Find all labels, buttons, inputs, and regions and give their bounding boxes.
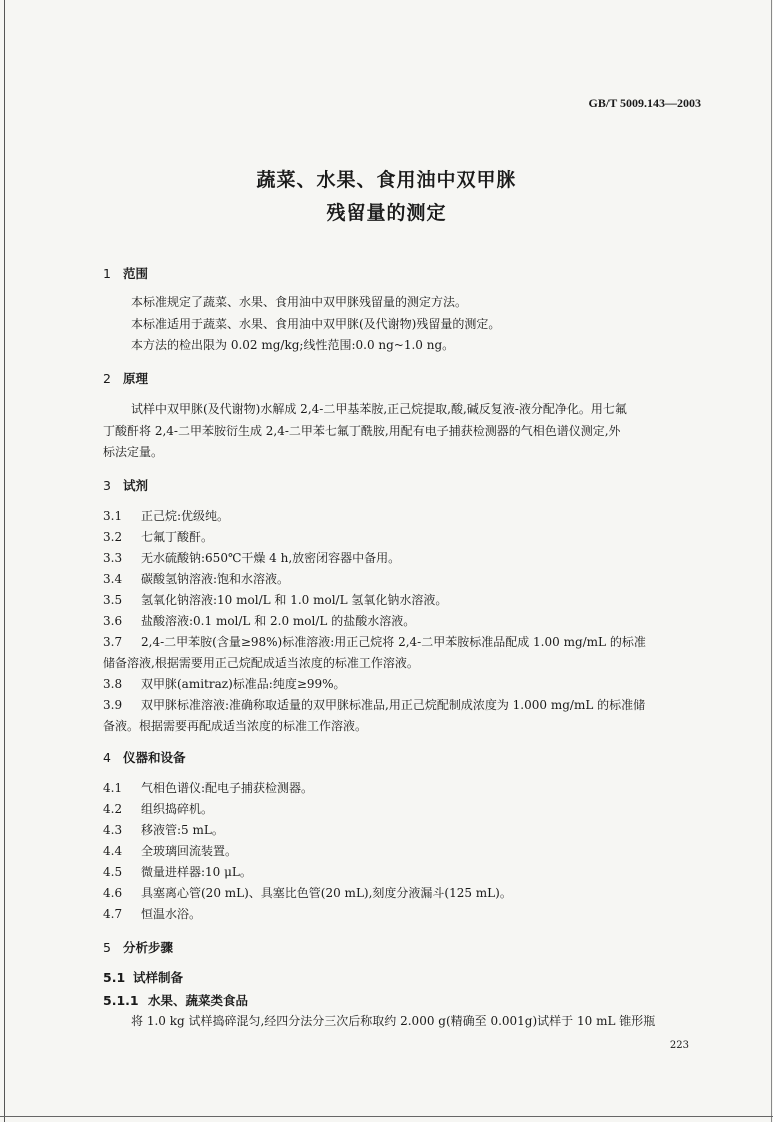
principle-line-1: 试样中双甲脒(及代谢物)水解成 2,4-二甲基苯胺,正己烷提取,酸,碱反复液-液分配净化。用七氟	[131, 402, 627, 416]
section-5-1-heading	[103, 968, 183, 986]
reagent-3-8: 3.8 双甲脒(amitraz)标准品:纯度≥99%。	[103, 677, 346, 691]
section-number: 1	[103, 266, 111, 281]
section-number: 4	[103, 750, 111, 765]
scope-paragraph-2: 本标准适用于蔬菜、水果、食用油中双甲脒(及代谢物)残留量的测定。	[131, 317, 501, 331]
scope-paragraph-1: 本标准规定了蔬菜、水果、食用油中双甲脒残留量的测定方法。	[131, 295, 468, 309]
reagent-3-7-continued: 储备溶液,根据需要用正己烷配成适当浓度的标准工作溶液。	[103, 656, 419, 670]
apparatus-4-2: 4.2 组织捣碎机。	[103, 802, 214, 816]
section-1-heading	[103, 264, 148, 282]
section-4-heading	[103, 748, 186, 766]
reagent-3-9: 3.9 双甲脒标准溶液:准确称取适量的双甲脒标准品,用正己烷配制成浓度为 1.000 mg/mL 的标准储	[103, 698, 646, 712]
reagent-3-1: 3.1 正己烷:优级纯。	[103, 509, 230, 523]
section-5-1-1-heading	[103, 991, 248, 1009]
page-number: 223	[669, 1040, 689, 1051]
standard-code: GB/T 5009.143—2003	[588, 96, 701, 110]
reagent-3-4: 3.4 碳酸氢钠溶液:饱和水溶液。	[103, 572, 290, 586]
title-line-1: 蔬菜、水果、食用油中双甲脒	[256, 169, 517, 191]
section-2-heading	[103, 369, 148, 387]
apparatus-4-4: 4.4 全玻璃回流装置。	[103, 844, 238, 858]
reagent-3-2: 3.2 七氟丁酸酐。	[103, 530, 214, 544]
reagent-3-6: 3.6 盐酸溶液:0.1 mol/L 和 2.0 mol/L 的盐酸水溶液。	[103, 614, 416, 628]
section-number: 5.1	[103, 970, 126, 985]
apparatus-4-5: 4.5 微量进样器:10 μL。	[103, 865, 252, 879]
section-title: 试剂	[123, 478, 149, 493]
scan-edge-bottom	[0, 1116, 773, 1117]
section-3-heading	[103, 476, 148, 494]
section-number: 2	[103, 371, 111, 386]
reagent-3-3: 3.3 无水硫酸钠:650℃干燥 4 h,放密闭容器中备用。	[103, 551, 401, 565]
section-title: 水果、蔬菜类食品	[148, 993, 249, 1008]
reagent-3-5: 3.5 氢氧化钠溶液:10 mol/L 和 1.0 mol/L 氢氧化钠水溶液。	[103, 593, 448, 607]
section-number: 5	[103, 940, 111, 955]
section-title: 试样制备	[133, 970, 184, 985]
section-title: 仪器和设备	[123, 750, 186, 765]
section-title: 原理	[123, 371, 149, 386]
principle-line-2: 丁酸酐将 2,4-二甲苯胺衍生成 2,4-二甲苯七氟丁酰胺,用配有电子捕获检测器的气相色谱仪测定,外	[103, 424, 621, 438]
principle-line-3: 标法定量。	[103, 445, 164, 459]
procedure-text: 将 1.0 kg 试样捣碎混匀,经四分法分三次后称取约 2.000 g(精确至 0.001g)试样于 10 mL 锥形瓶	[131, 1014, 656, 1028]
apparatus-4-3: 4.3 移液管:5 mL。	[103, 823, 224, 837]
section-number: 5.1.1	[103, 993, 139, 1008]
section-5-heading	[103, 938, 173, 956]
apparatus-4-7: 4.7 恒温水浴。	[103, 907, 202, 921]
reagent-3-7: 3.7 2,4-二甲苯胺(含量≥98%)标准溶液:用正己烷将 2,4-二甲苯胺标准品配成 1.00 mg/mL 的标准	[103, 635, 646, 649]
reagent-3-9-continued: 备液。根据需要再配成适当浓度的标准工作溶液。	[103, 719, 368, 733]
title-line-2: 残留量的测定	[326, 202, 447, 224]
scope-paragraph-3: 本方法的检出限为 0.02 mg/kg;线性范围:0.0 ng~1.0 ng。	[131, 338, 455, 352]
apparatus-4-1: 4.1 气相色谱仪:配电子捕获检测器。	[103, 781, 314, 795]
apparatus-4-6: 4.6 具塞离心管(20 mL)、具塞比色管(20 mL),刻度分液漏斗(125 mL)。	[103, 886, 512, 900]
section-number: 3	[103, 478, 111, 493]
section-title: 分析步骤	[123, 940, 174, 955]
section-title: 范围	[123, 266, 149, 281]
